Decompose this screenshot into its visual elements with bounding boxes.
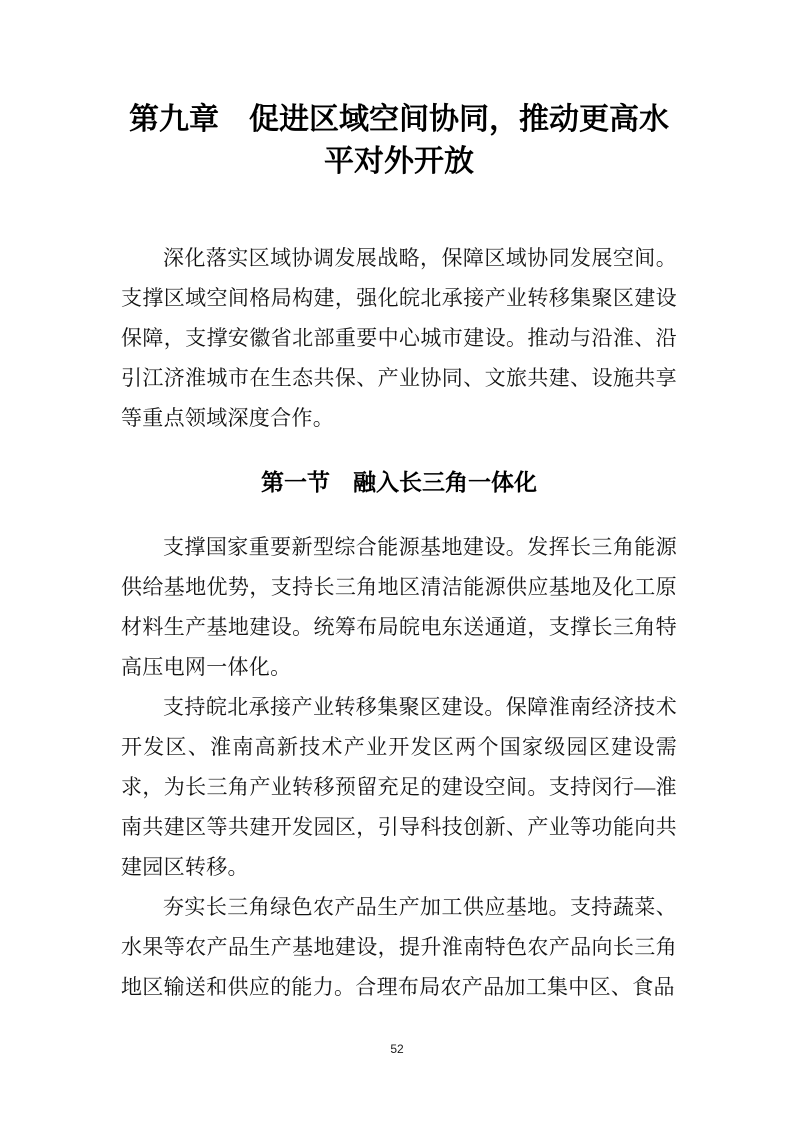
chapter-title bbox=[121, 99, 677, 183]
intro-paragraph: 深化落实区域协调发展战略，保障区域协同发展空间。支撑区域空间格局构建，强化皖北承接产业转移集聚区建设保障，支撑安徽省北部重要中心城市建设。推动与沿淮、沿引江济淮城市在生态共保、产业协同、文旅共建、设施共享等重点领域深度合作。 bbox=[121, 246, 677, 430]
chapter-title-line-1: 第九章 促进区域空间协同，推动更高水 bbox=[129, 103, 669, 136]
body-paragraph-industry-transfer: 支持皖北承接产业转移集聚区建设。保障淮南经济技术开发区、淮南高新技术产业开发区两个国家级园区建设需求，为长三角产业转移预留充足的建设空间。支持闵行—淮南共建区等共建开发园区，引导科技创新、产业等功能向共建园区转移。 bbox=[121, 695, 677, 879]
page-number: 52 bbox=[390, 1042, 404, 1056]
body-paragraph-agriculture: 夯实长三角绿色农产品生产加工供应基地。支持蔬菜、水果等农产品生产基地建设，提升淮南特色农产品向长三角地区输送和供应的能力。合理布局农产品加工集中区、食品 bbox=[121, 895, 677, 999]
body-paragraph-energy: 支撑国家重要新型综合能源基地建设。发挥长三角能源供给基地优势，支持长三角地区清洁能源供应基地及化工原材料生产基地建设。统筹布局皖电东送通道，支撑长三角特高压电网一体化。 bbox=[121, 535, 677, 679]
section-heading: 第一节 融入长三角一体化 bbox=[261, 469, 537, 495]
chapter-title-line-2: 平对外开放 bbox=[324, 145, 474, 178]
